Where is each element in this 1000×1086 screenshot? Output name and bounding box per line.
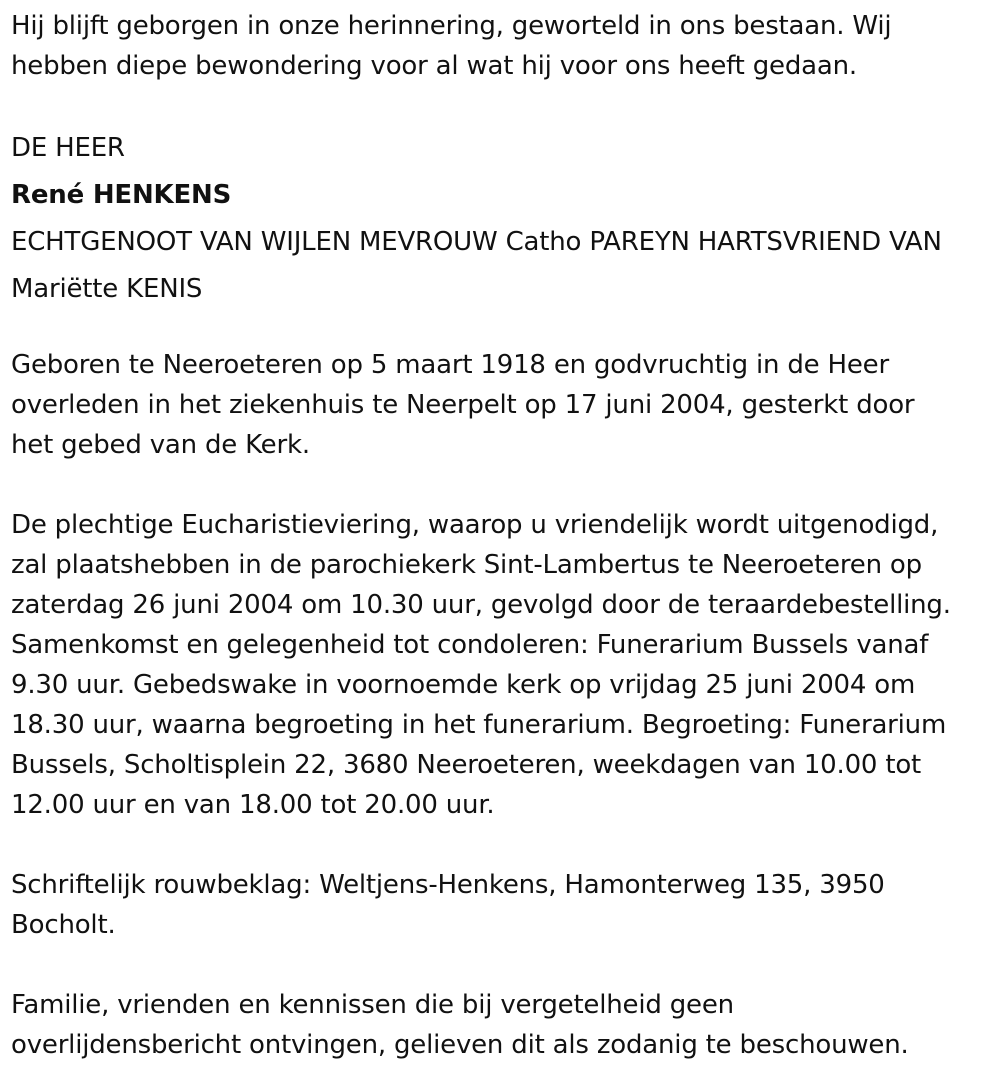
ceremony-paragraph: De plechtige Eucharistieviering, waarop u vriendelijk wordt uitgenodigd, zal plaatshebben in de parochiekerk Sint-Lambertus te Neeroeteren op zaterdag 26 juni 2004 om 10.30 uur, gevolgd door de teraardebestelling. Samenkomst en gelegenheid tot condoleren: Funerarium Bussels vanaf 9.30 uur. Gebedswake in voornoemde kerk op vrijdag 25 juni 2004 om 18.30 uur, waarna begroeting in het funerarium. Begroeting: Funerarium Bussels, Scholtisplein 22, 3680 Neeroeteren, weekdagen van 10.00 tot 12.00 uur en van 18.00 tot 20.00 uur. <box>11 510 951 820</box>
condolences-paragraph: Schriftelijk rouwbeklag: Weltjens-Henkens, Hamonterweg 135, 3950 Bocholt. <box>11 870 885 940</box>
birth-death-paragraph: Geboren te Neeroeteren op 5 maart 1918 en godvruchtig in de Heer overleden in het ziekenhuis te Neerpelt op 17 juni 2004, gesterkt door het gebed van de Kerk. <box>11 350 915 460</box>
closing-paragraph: Familie, vrienden en kennissen die bij vergetelheid geen overlijdensbericht ontvingen, gelieven dit als zodanig te beschouwen. <box>11 990 909 1060</box>
relation-text: ECHTGENOOT VAN WIJLEN MEVROUW Catho PAREYN HARTSVRIEND VAN Mariëtte KENIS <box>11 227 942 304</box>
intro-paragraph: Hij blijft geborgen in onze herinnering, geworteld in ons bestaan. Wij hebben diepe bewondering voor al wat hij voor ons heeft gedaan. <box>11 11 892 81</box>
deceased-name: René HENKENS <box>11 180 232 210</box>
obituary-notice <box>11 6 996 1065</box>
honorific-title: DE HEER <box>11 133 125 163</box>
